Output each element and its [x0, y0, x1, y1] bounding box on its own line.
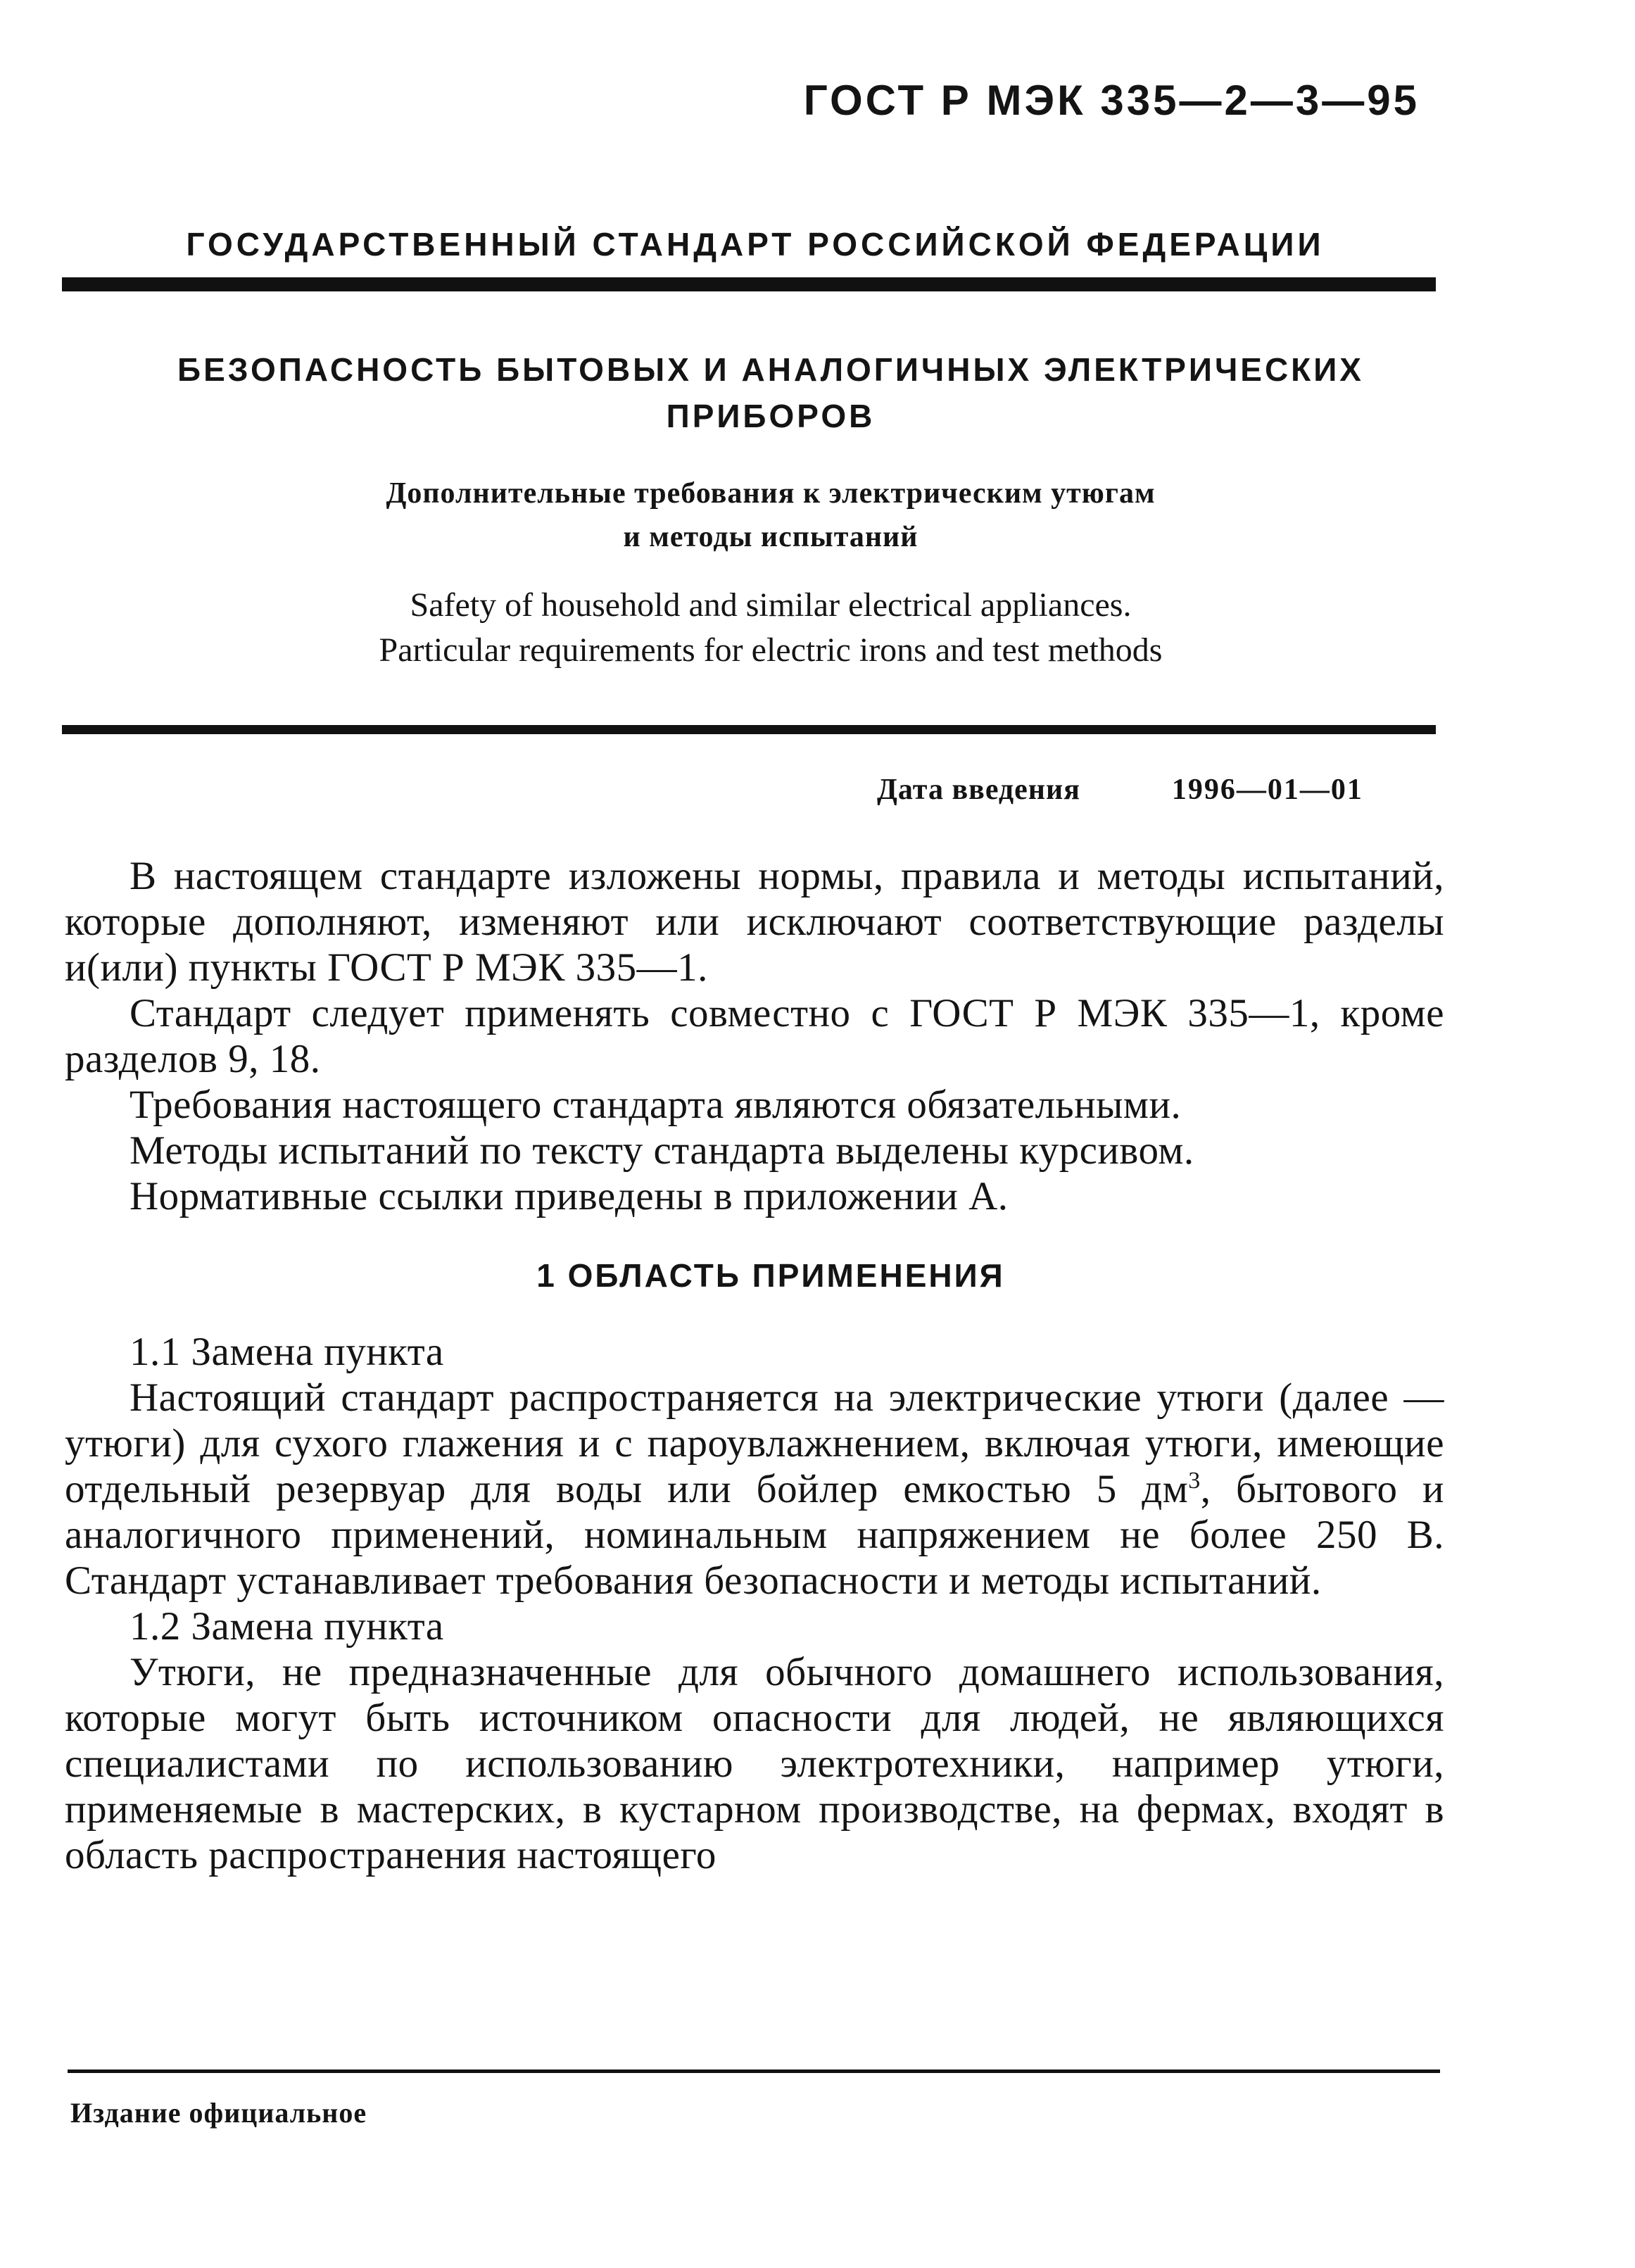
section-1-body [65, 1329, 1444, 1878]
preamble-paragraph: Стандарт следует применять совместно с ГОСТ Р МЭК 335—1, кроме разделов 9, 18. [65, 991, 1444, 1081]
preamble [65, 853, 1444, 1219]
introduction-date-value: 1996—01—01 [1171, 774, 1363, 806]
preamble-paragraph: Методы испытаний по тексту стандарта выделены курсивом. [130, 1128, 1194, 1173]
english-title [84, 583, 1457, 673]
subtitle-line-2: и методы испытаний [623, 521, 918, 553]
standard-id: ГОСТ Р МЭК 335—2—3—95 [803, 77, 1420, 124]
subtitle-line-1: Дополнительные требования к электрическим утюгам [386, 477, 1156, 510]
clause-1-1-text [65, 1375, 1444, 1604]
preamble-paragraph: Требования настоящего стандарта являются обязательными. [130, 1083, 1182, 1127]
document-subtitle [84, 472, 1457, 559]
introduction-date [877, 773, 1363, 807]
state-standard-heading: ГОСУДАРСТВЕННЫЙ СТАНДАРТ РОССИЙСКОЙ ФЕДЕРАЦИИ [186, 226, 1325, 263]
top-divider [62, 277, 1436, 291]
document-title [84, 346, 1457, 439]
introduction-date-label: Дата введения [877, 774, 1080, 806]
clause-1-2-title: 1.2 Замена пункта [130, 1604, 444, 1649]
cubic-superscript: 3 [1188, 1468, 1201, 1494]
title-line-2: ПРИБОРОВ [666, 398, 876, 434]
clause-1-1-text-a: Настоящий стандарт распространяется на электрические утюги (далее — утюги) для сухого глажения и с пароувлажнением, включая утюги, имеющие отдельный резервуар для воды или бойлер емкостью 5 дм [65, 1375, 1444, 1511]
preamble-paragraph: Нормативные ссылки приведены в приложении А. [130, 1174, 1009, 1218]
clause-1-2-text: Утюги, не предназначенные для обычного домашнего использования, которые могут быть источником опасности для людей, не являющихся специалистами по использованию электротехники, например утюги, применяемые в мастерских, в кустарном производстве, на фермах, входят в область распространения настоящего [65, 1650, 1444, 1877]
english-title-line-2: Particular requirements for electric irons and test methods [379, 631, 1163, 669]
english-title-line-1: Safety of household and similar electrical appliances. [410, 586, 1132, 624]
official-edition-note: Издание официальное [70, 2097, 367, 2129]
title-line-1: БЕЗОПАСНОСТЬ БЫТОВЫХ И АНАЛОГИЧНЫХ ЭЛЕКТРИЧЕСКИХ [177, 351, 1364, 388]
preamble-paragraph: В настоящем стандарте изложены нормы, правила и методы испытаний, которые дополняют, изменяют или исключают соответствующие разделы и(или) пункты ГОСТ Р МЭК 335—1. [65, 854, 1444, 990]
footer-divider [68, 2069, 1440, 2073]
middle-divider [62, 725, 1436, 734]
clause-1-1-text-b: , бытового и аналогичного применений, номинальным напряжением не более 250 В. Стандарт устанавливает требования безопасности и методы испытаний. [65, 1467, 1444, 1603]
clause-1-1-title: 1.1 Замена пункта [130, 1330, 444, 1374]
section-1-heading: 1 ОБЛАСТЬ ПРИМЕНЕНИЯ [536, 1257, 1005, 1294]
